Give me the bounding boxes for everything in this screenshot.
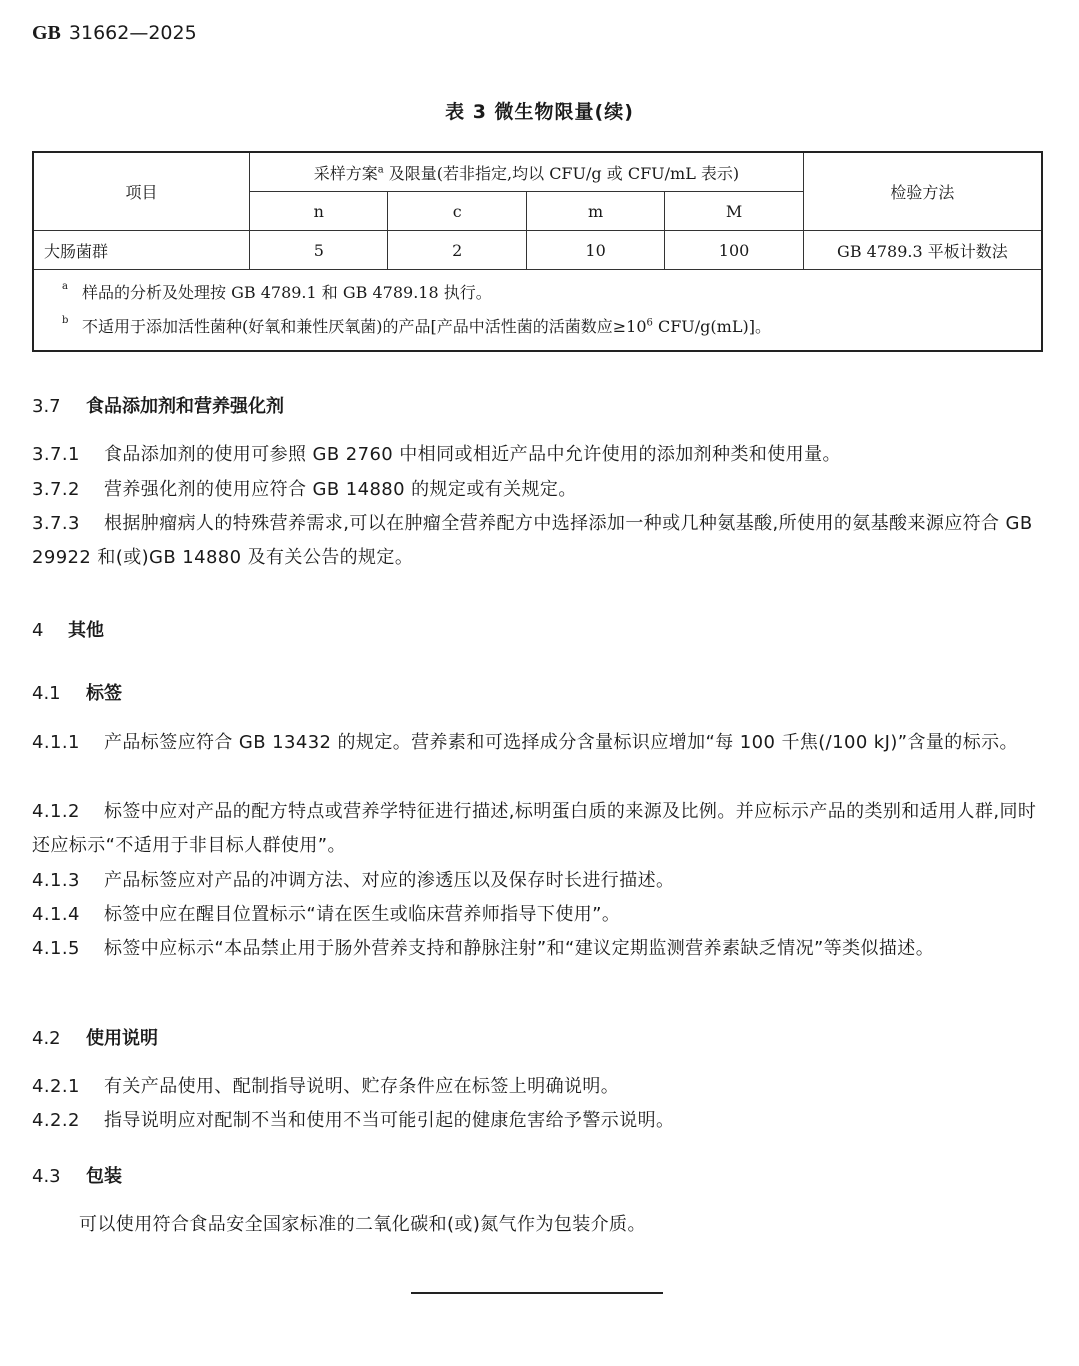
clause-number: 4.2.2	[32, 1110, 80, 1131]
subheader-n: n	[250, 192, 388, 231]
cell-n: 5	[250, 231, 388, 270]
header-sampling-suffix: 及限量(若非指定,均以 CFU/g 或 CFU/mL 表示)	[383, 163, 740, 183]
header-sampling	[250, 152, 804, 192]
standard-prefix: GB	[32, 22, 61, 44]
standard-code	[32, 20, 197, 45]
clause-3-7-1	[32, 438, 1044, 472]
clause-text: 产品标签应符合 GB 13432 的规定。营养素和可选择成分含量标识应增加“每 100 千焦(/100 kJ)”含量的标示。	[104, 732, 1018, 753]
clause-text: 根据肿瘤病人的特殊营养需求,可以在肿瘤全营养配方中选择添加一种或几种氨基酸,所使用的氨基酸来源应符合 GB 29922 和(或)GB 14880 及有关公告的规定。	[32, 513, 1033, 568]
cell-method: GB 4789.3 平板计数法	[803, 231, 1042, 270]
section-number: 3.7	[32, 396, 61, 417]
clause-number: 4.1.2	[32, 801, 80, 822]
subheader-M: M	[665, 192, 803, 231]
cell-c: 2	[388, 231, 526, 270]
header-sampling-prefix: 采样方案	[313, 163, 378, 183]
table-notes	[33, 270, 1042, 352]
cell-M: 100	[665, 231, 803, 270]
section-number: 4.2	[32, 1028, 61, 1049]
clause-text: 指导说明应对配制不当和使用不当可能引起的健康危害给予警示说明。	[104, 1110, 675, 1131]
clause-4-1-4	[32, 898, 1044, 932]
clause-number: 4.2.1	[32, 1076, 80, 1097]
footnote-ref-a: a	[377, 164, 384, 176]
footnote-a-text: 样品的分析及处理按 GB 4789.1 和 GB 4789.18 执行。	[82, 283, 492, 302]
section-number: 4.1	[32, 683, 61, 704]
clause-number: 3.7.2	[32, 479, 80, 500]
section-title: 食品添加剂和营养强化剂	[86, 396, 284, 417]
section-4-2-heading	[32, 1024, 158, 1050]
microbial-limits-table	[32, 151, 1043, 352]
footnote-mark-a: a	[62, 281, 68, 292]
standard-number: 31662—2025	[68, 22, 197, 44]
clause-text: 产品标签应对产品的冲调方法、对应的渗透压以及保存时长进行描述。	[104, 870, 675, 891]
clause-number: 4.1.3	[32, 870, 80, 891]
table-row	[33, 231, 1042, 270]
section-4-3-heading	[32, 1162, 122, 1188]
section-number: 4.3	[32, 1166, 61, 1187]
clause-text: 营养强化剂的使用应符合 GB 14880 的规定或有关规定。	[104, 479, 577, 500]
clause-4-1-2	[32, 795, 1044, 863]
footnote-b	[62, 310, 1041, 344]
section-number: 4	[32, 620, 44, 641]
section-title: 包装	[86, 1166, 122, 1187]
subheader-c: c	[388, 192, 526, 231]
clause-number: 3.7.1	[32, 444, 80, 465]
subheader-m: m	[526, 192, 664, 231]
section-3-7-heading	[32, 392, 284, 418]
clause-text: 食品添加剂的使用可参照 GB 2760 中相同或相近产品中允许使用的添加剂种类和使用量。	[104, 444, 841, 465]
clause-4-2-1	[32, 1070, 1044, 1104]
clause-text: 标签中应标示“本品禁止用于肠外营养支持和静脉注射”和“建议定期监测营养素缺乏情况”等类似描述。	[104, 938, 935, 959]
section-4-heading	[32, 616, 104, 642]
clause-4-1-1	[32, 726, 1044, 760]
clause-number: 4.1.4	[32, 904, 80, 925]
footnote-mark-b: b	[62, 315, 69, 326]
header-item: 项目	[33, 152, 250, 231]
header-method: 检验方法	[803, 152, 1042, 231]
footnote-a	[62, 276, 1041, 310]
table-title: 表 3 微生物限量(续)	[445, 101, 634, 123]
clause-number: 3.7.3	[32, 513, 80, 534]
footnote-b-text: 不适用于添加活性菌种(好氧和兼性厌氧菌)的产品[产品中活性菌的活菌数应≥10	[82, 317, 647, 336]
section-title: 标签	[86, 683, 122, 704]
clause-text: 标签中应在醒目位置标示“请在医生或临床营养师指导下使用”。	[104, 904, 621, 925]
section-4-1-heading	[32, 679, 122, 705]
section-title: 使用说明	[86, 1028, 158, 1049]
clause-number: 4.1.1	[32, 732, 80, 753]
clause-4-2-2	[32, 1104, 1044, 1138]
clause-text: 有关产品使用、配制指导说明、贮存条件应在标签上明确说明。	[104, 1076, 620, 1097]
clause-3-7-2	[32, 473, 1044, 507]
section-4-3-text: 可以使用符合食品安全国家标准的二氧化碳和(或)氮气作为包装介质。	[79, 1214, 646, 1235]
end-rule	[411, 1292, 663, 1294]
clause-number: 4.1.5	[32, 938, 80, 959]
cell-item: 大肠菌群	[33, 231, 250, 270]
clause-4-1-5	[32, 932, 1044, 966]
cell-m: 10	[526, 231, 664, 270]
clause-3-7-3	[32, 507, 1044, 575]
footnote-b-exponent: 6	[646, 317, 653, 329]
section-title: 其他	[68, 620, 104, 641]
footnote-b-text-end: CFU/g(mL)]。	[652, 317, 771, 336]
clause-text: 标签中应对产品的配方特点或营养学特征进行描述,标明蛋白质的来源及比例。并应标示产品的类别和适用人群,同时还应标示“不适用于非目标人群使用”。	[32, 801, 1037, 856]
clause-4-1-3	[32, 864, 1044, 898]
